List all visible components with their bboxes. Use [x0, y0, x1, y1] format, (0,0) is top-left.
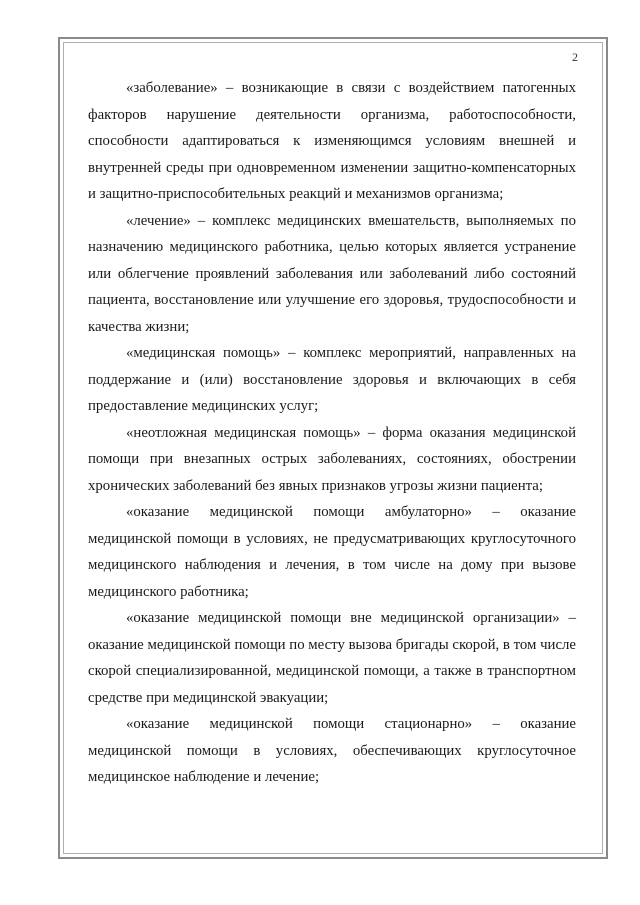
definition-vne-organizacii: «оказание медицинской помощи вне медицинской организации» – оказание медицинской помощи по месту вызова бригады скорой, в том числе скорой специализированной, медицинской помощи, а также в транспортном средстве при медицинской эвакуации;	[88, 610, 576, 706]
definition-stacionarno: «оказание медицинской помощи стационарно» – оказание медицинской помощи в условиях, обеспечивающих круглосуточное медицинское наблюдение и лечение;	[88, 716, 576, 785]
definition-ambulatorno: «оказание медицинской помощи амбулаторно» – оказание медицинской помощи в условиях, не предусматривающих круглосуточного медицинского наблюдения и лечения, в том числе на дому при вызове медицинского работника;	[88, 504, 576, 600]
definition-lechenie: «лечение» – комплекс медицинских вмешательств, выполняемых по назначению медицинского работника, целью которых является устранение или облегчение проявлений заболевания или заболеваний либо состояний пациента, восстановление или улучшение его здоровья, трудоспособности и качества жизни;	[88, 212, 576, 335]
definition-medicinskaya-pomoshch: «медицинская помощь» – комплекс мероприятий, направленных на поддержание и (или) восстановление здоровья и включающих в себя предоставление медицинских услуг;	[88, 345, 576, 414]
page-number: 2	[572, 50, 578, 64]
definition-zabolevanie: «заболевание» – возникающие в связи с воздействием патогенных факторов нарушение деятельности организма, работоспособности, способности адаптироваться к изменяющимся условиям внешней и внутренней среды при одновременном изменении защитно-компенсаторных и защитно-приспособительных реакций и механизмов организма;	[88, 80, 576, 202]
document-body	[88, 75, 576, 791]
definition-neotlozhnaya-pomoshch: «неотложная медицинская помощь» – форма оказания медицинской помощи при внезапных острых заболеваниях, состояниях, обострении хронических заболеваний без явных признаков угрозы жизни пациента;	[88, 424, 576, 494]
